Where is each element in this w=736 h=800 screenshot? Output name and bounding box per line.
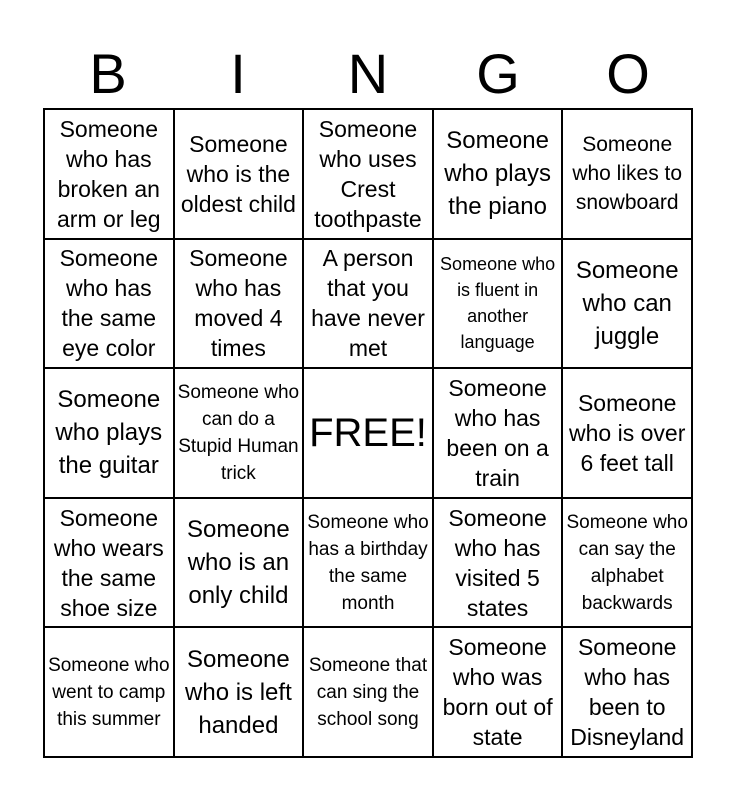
bingo-cell (174, 239, 304, 369)
bingo-cell-text: Someone who has the same eye color (59, 245, 159, 362)
bingo-cell-text: Someone who can say the alphabet backwards (566, 511, 688, 614)
bingo-cell (44, 109, 174, 239)
bingo-cell (433, 109, 563, 239)
bingo-cell (174, 627, 304, 757)
bingo-cell-text: Someone who has been to Disneyland (570, 634, 685, 751)
bingo-cell-text: Someone who went to camp this summer (48, 654, 170, 730)
header-letter-b: B (89, 42, 127, 105)
bingo-cell-text: Someone who is an only child (187, 516, 290, 610)
header-letter-o: O (606, 42, 650, 105)
bingo-cell (174, 498, 304, 628)
bingo-cell (433, 368, 563, 498)
bingo-cell (44, 498, 174, 628)
bingo-cell (562, 498, 692, 628)
free-space-label: FREE! (309, 410, 427, 455)
bingo-cell (433, 627, 563, 757)
bingo-cell-text: Someone that can sing the school song (308, 654, 428, 730)
bingo-cell (303, 109, 433, 239)
bingo-cell (433, 239, 563, 369)
bingo-cell-text: Someone who can juggle (575, 256, 679, 350)
header-letter-n: N (347, 42, 389, 105)
bingo-cell (174, 109, 304, 239)
bingo-cell (562, 368, 692, 498)
bingo-cell-text: Someone who has visited 5 states (448, 504, 547, 621)
bingo-cell-text: Someone who has been on a train (446, 374, 549, 491)
bingo-cell-text: A person that you have never met (311, 245, 425, 362)
bingo-board (43, 108, 693, 758)
bingo-cell-text: Someone who is the oldest child (180, 130, 296, 217)
bingo-cell (562, 109, 692, 239)
header-letter-g: G (476, 42, 520, 105)
bingo-cell (562, 627, 692, 757)
bingo-cell (44, 627, 174, 757)
bingo-cell (174, 368, 304, 498)
bingo-header (43, 40, 693, 108)
bingo-cell (44, 368, 174, 498)
bingo-cell-text: Someone who uses Crest toothpaste (314, 115, 422, 232)
bingo-cell-text: Someone who is over 6 feet tall (569, 389, 686, 476)
bingo-cell-text: Someone who can do a Stupid Human trick (177, 381, 300, 484)
bingo-cell (303, 239, 433, 369)
bingo-cell (562, 239, 692, 369)
free-space (303, 368, 433, 498)
bingo-cell-text: Someone who has moved 4 times (189, 245, 288, 362)
bingo-cell (303, 498, 433, 628)
bingo-cell-text: Someone who plays the piano (444, 127, 551, 221)
bingo-cell-text: Someone who has a birthday the same month (307, 511, 429, 614)
bingo-cell-text: Someone who was born out of state (442, 634, 553, 751)
bingo-cell-text: Someone who plays the guitar (55, 386, 163, 480)
header-letter-i: I (230, 42, 246, 105)
bingo-cell (44, 239, 174, 369)
bingo-cell (303, 627, 433, 757)
bingo-cell-text: Someone who wears the same shoe size (53, 504, 164, 621)
bingo-cell-text: Someone who is fluent in another language (440, 254, 556, 353)
bingo-cell-text: Someone who is left handed (185, 645, 292, 739)
bingo-cell-text: Someone who likes to snowboard (572, 133, 683, 215)
bingo-cell-text: Someone who has broken an arm or leg (57, 115, 161, 232)
bingo-cell (433, 498, 563, 628)
